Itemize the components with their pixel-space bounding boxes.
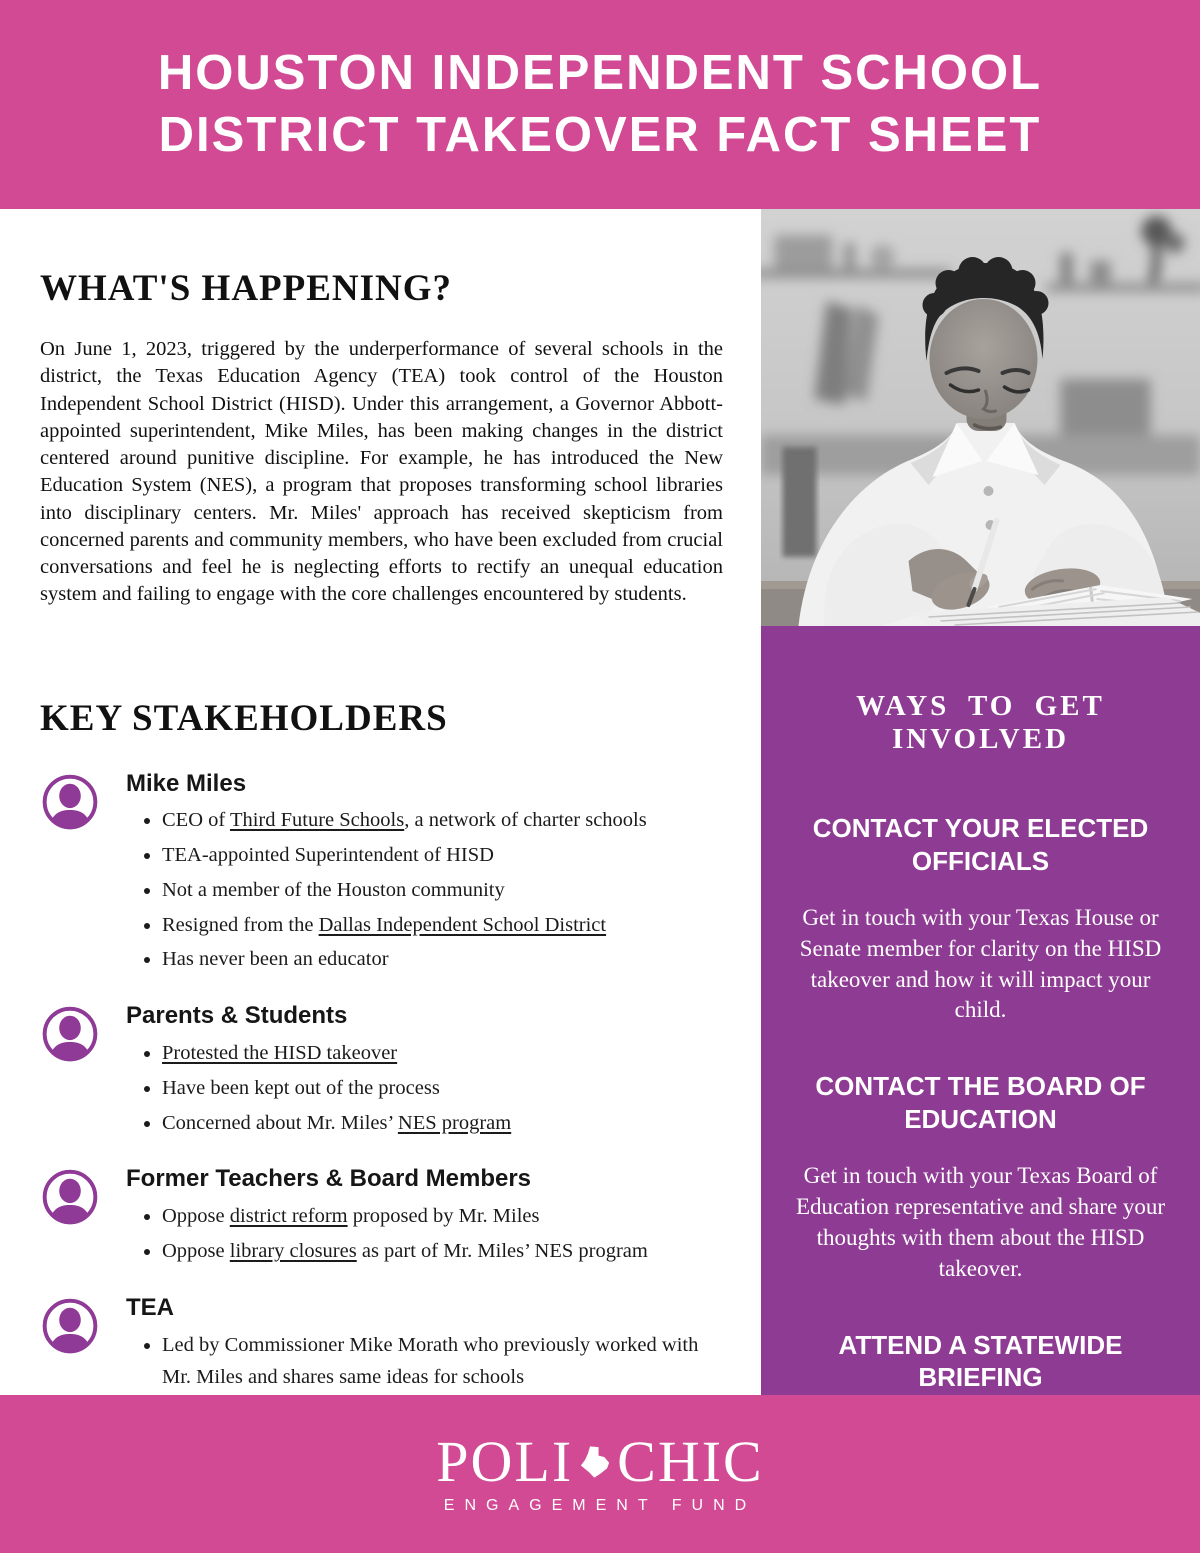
bullet-item: • Concerned about Mr. Miles’ NES program <box>162 1107 723 1140</box>
ways-to-get-involved-heading: WAYS TO GET INVOLVED <box>856 690 1105 755</box>
stakeholder-bullets <box>126 804 723 976</box>
stakeholder-group-body <box>126 1002 723 1141</box>
involved-section-body: Get in touch with your Texas House or Senate member for clarity on the HISD takeover and how it will impact your child. <box>799 905 1162 1023</box>
side-column <box>761 209 1200 1395</box>
stakeholder-bullets <box>126 1329 723 1395</box>
bullet-item <box>162 1037 723 1070</box>
content-area <box>0 209 1200 1395</box>
footer-banner <box>0 1395 1200 1553</box>
stakeholder-groups <box>40 770 723 1397</box>
bullet-item: • Oppose district reform proposed by Mr. Miles <box>162 1200 723 1233</box>
stakeholder-group <box>40 770 723 979</box>
bullet-item: • TEA-appointed Superintendent of HISD <box>162 839 723 872</box>
whats-happening-heading: WHAT'S HAPPENING? <box>40 268 453 309</box>
stakeholder-bullets <box>126 1037 723 1139</box>
whats-happening-body: On June 1, 2023, triggered by the underperformance of several schools in the district, the Texas Education Agency (TEA) took control of the Houston Independent School District (HISD). Under this arrangement, a Governor Abbott-appointed superintendent, Mike Miles, has been making changes in the district centered around punitive discipline. For example, he has introduced the New Education System (NES), a program that proposes transforming school libraries into disciplinary centers. Mr. Miles' approach has received skepticism from concerned parents and community members, who have been excluded from crucial conversations and feel he is neglecting efforts to rectify an unequal education system and failing to engage with the core challenges encountered by students. <box>40 338 723 606</box>
person-icon <box>40 1004 100 1064</box>
bullet-item: • Have been kept out of the process <box>162 1072 723 1105</box>
underlined-text: NES program <box>397 1111 512 1134</box>
stakeholder-group <box>40 1165 723 1269</box>
involved-section-title: CONTACT YOUR ELECTED OFFICIALS <box>812 813 1149 876</box>
logo-word-poli: POLI <box>436 1429 574 1494</box>
bullet-item: • Has never been an educator <box>162 943 723 976</box>
stakeholder-group-body <box>126 770 723 979</box>
stakeholder-name: Mike Miles <box>126 769 247 797</box>
underlined-text: Third Future Schools <box>229 809 405 832</box>
bullet-item: • Resigned from the Dallas Independent School District <box>162 909 723 942</box>
underlined-text: Protested the HISD takeover <box>162 1042 398 1065</box>
whats-happening-section <box>40 267 723 609</box>
person-icon <box>40 1296 100 1356</box>
stakeholder-name: TEA <box>126 1293 174 1321</box>
header-banner <box>0 0 1200 209</box>
texas-state-icon <box>578 1445 612 1479</box>
student-writing-illustration <box>761 209 1200 626</box>
stakeholder-group-body <box>126 1294 723 1396</box>
main-column <box>0 209 761 1395</box>
stakeholder-group-body <box>126 1165 723 1269</box>
stakeholder-group <box>40 1294 723 1396</box>
stakeholder-bullets <box>126 1200 723 1268</box>
involved-section-title: CONTACT THE BOARD OF EDUCATION <box>815 1071 1146 1134</box>
stakeholder-name: Former Teachers & Board Members <box>126 1165 532 1193</box>
involved-section-body: Get in touch with your Texas Board of Education representative and share your thoughts with them about the HISD takeover. <box>795 1163 1166 1281</box>
logo-word-chic: CHIC <box>617 1429 764 1494</box>
page-title <box>158 43 1042 166</box>
stakeholder-group <box>40 1002 723 1141</box>
polichic-logo <box>436 1429 764 1494</box>
page-title-line2: DISTRICT TAKEOVER FACT SHEET <box>158 107 1042 162</box>
stakeholder-name: Parents & Students <box>126 1002 348 1030</box>
underlined-text: district reform <box>229 1205 348 1228</box>
bullet-item: • Led by Commissioner Mike Morath who previously worked with Mr. Miles and shares same ideas for schools <box>162 1329 723 1395</box>
key-stakeholders-heading: KEY STAKEHOLDERS <box>40 697 448 739</box>
bullet-item: • Not a member of the Houston community <box>162 874 723 907</box>
person-icon <box>40 772 100 832</box>
page-title-line1: HOUSTON INDEPENDENT SCHOOL <box>157 46 1043 101</box>
bullet-item: • CEO of Third Future Schools, a network of charter schools <box>162 804 723 837</box>
involved-section-title: ATTEND A STATEWIDE BRIEFING <box>838 1329 1123 1392</box>
bullet-item: • Oppose library closures as part of Mr. Miles’ NES program <box>162 1235 723 1268</box>
key-stakeholders-section <box>40 697 723 1397</box>
underlined-text: library closures <box>229 1240 357 1263</box>
logo-tagline: ENGAGEMENT FUND <box>443 1497 757 1514</box>
student-writing-photo <box>761 209 1200 626</box>
underlined-text: Dallas Independent School District <box>318 913 607 936</box>
person-icon <box>40 1167 100 1227</box>
